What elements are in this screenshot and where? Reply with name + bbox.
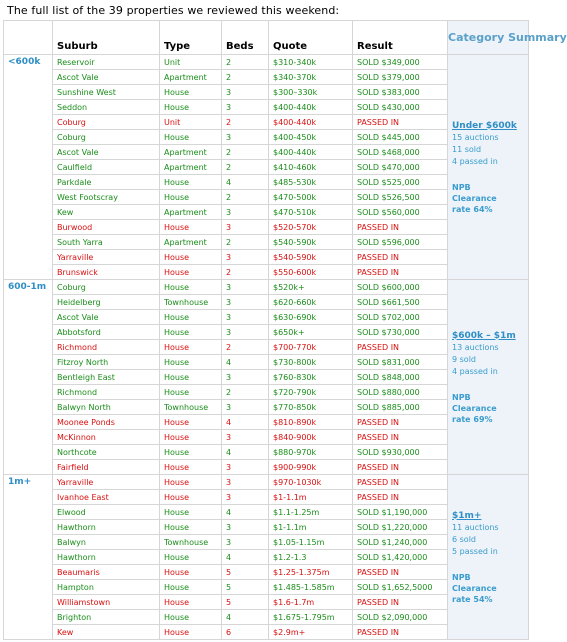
cell-suburb: Kew: [53, 625, 160, 640]
cell-suburb: Northcote: [53, 445, 160, 460]
summary-title-link[interactable]: Under $600k: [452, 120, 517, 131]
cell-quote: $630-690k: [269, 310, 353, 325]
cell-result: SOLD $349,000: [353, 55, 448, 70]
category-summary: [448, 55, 529, 280]
cell-result: SOLD $702,000: [353, 310, 448, 325]
cell-suburb: Yarraville: [53, 250, 160, 265]
cell-quote: $1.485-1.585m: [269, 580, 353, 595]
table-row: [4, 280, 529, 295]
summary-rate: rate 64%: [452, 204, 493, 214]
cell-beds: 3: [222, 535, 269, 550]
cell-result: PASSED IN: [353, 625, 448, 640]
cell-beds: 4: [222, 355, 269, 370]
cell-type: House: [160, 415, 222, 430]
cell-result: SOLD $1,420,000: [353, 550, 448, 565]
cell-type: House: [160, 595, 222, 610]
summary-auctions: 15 auctions: [452, 132, 499, 142]
cell-suburb: Kew: [53, 205, 160, 220]
cell-beds: 2: [222, 385, 269, 400]
cell-result: PASSED IN: [353, 430, 448, 445]
cell-suburb: Hawthorn: [53, 550, 160, 565]
cell-quote: $810-890k: [269, 415, 353, 430]
price-band-label: <600k: [4, 55, 53, 280]
cell-beds: 2: [222, 265, 269, 280]
cell-suburb: Ascot Vale: [53, 310, 160, 325]
cell-result: SOLD $379,000: [353, 70, 448, 85]
cell-result: SOLD $885,000: [353, 400, 448, 415]
cell-quote: $520k+: [269, 280, 353, 295]
cell-quote: $700-770k: [269, 340, 353, 355]
cell-suburb: South Yarra: [53, 235, 160, 250]
cell-beds: 3: [222, 325, 269, 340]
cell-suburb: Williamstown: [53, 595, 160, 610]
cell-quote: $1.05-1.15m: [269, 535, 353, 550]
cell-result: PASSED IN: [353, 340, 448, 355]
cell-quote: $400-440k: [269, 100, 353, 115]
cell-beds: 3: [222, 430, 269, 445]
cell-suburb: Richmond: [53, 385, 160, 400]
cell-beds: 3: [222, 460, 269, 475]
cell-result: SOLD $596,000: [353, 235, 448, 250]
cell-type: House: [160, 565, 222, 580]
column-header-suburb: Suburb: [53, 21, 160, 55]
cell-beds: 2: [222, 160, 269, 175]
cell-result: PASSED IN: [353, 475, 448, 490]
cell-beds: 5: [222, 580, 269, 595]
cell-result: SOLD $470,000: [353, 160, 448, 175]
cell-quote: $1-1.1m: [269, 520, 353, 535]
cell-suburb: Elwood: [53, 505, 160, 520]
cell-suburb: Coburg: [53, 280, 160, 295]
summary-npb: NPB: [452, 392, 471, 402]
summary-spacer: [452, 168, 528, 182]
cell-type: House: [160, 490, 222, 505]
cell-beds: 2: [222, 340, 269, 355]
results-table: [3, 20, 567, 640]
cell-beds: 4: [222, 445, 269, 460]
cell-suburb: Moonee Ponds: [53, 415, 160, 430]
cell-beds: 3: [222, 100, 269, 115]
cell-type: House: [160, 625, 222, 640]
cell-quote: $880-970k: [269, 445, 353, 460]
cell-beds: 5: [222, 595, 269, 610]
cell-beds: 3: [222, 400, 269, 415]
cell-quote: $540-590k: [269, 235, 353, 250]
cell-suburb: Abbotsford: [53, 325, 160, 340]
cell-suburb: Balwyn: [53, 535, 160, 550]
cell-beds: 3: [222, 310, 269, 325]
cell-type: Apartment: [160, 160, 222, 175]
cell-beds: 3: [222, 280, 269, 295]
cell-quote: $650k+: [269, 325, 353, 340]
cell-result: PASSED IN: [353, 250, 448, 265]
cell-type: House: [160, 130, 222, 145]
cell-suburb: Caulfield: [53, 160, 160, 175]
cell-type: House: [160, 340, 222, 355]
cell-result: PASSED IN: [353, 115, 448, 130]
column-header-quote: Quote: [269, 21, 353, 55]
cell-result: PASSED IN: [353, 490, 448, 505]
cell-quote: $470-510k: [269, 205, 353, 220]
cell-suburb: Fairfield: [53, 460, 160, 475]
summary-spacer: [452, 558, 528, 572]
cell-quote: $1.675-1.795m: [269, 610, 353, 625]
cell-result: SOLD $880,000: [353, 385, 448, 400]
cell-quote: $730-800k: [269, 355, 353, 370]
cell-result: SOLD $445,000: [353, 130, 448, 145]
cell-suburb: Seddon: [53, 100, 160, 115]
cell-quote: $300–330k: [269, 85, 353, 100]
cell-beds: 4: [222, 415, 269, 430]
cell-type: House: [160, 85, 222, 100]
column-header-result: Result: [353, 21, 448, 55]
cell-suburb: Parkdale: [53, 175, 160, 190]
cell-beds: 3: [222, 490, 269, 505]
cell-type: Townhouse: [160, 535, 222, 550]
cell-type: House: [160, 445, 222, 460]
cell-beds: 2: [222, 55, 269, 70]
summary-auctions: 13 auctions: [452, 342, 499, 352]
cell-type: House: [160, 355, 222, 370]
cell-suburb: Heidelberg: [53, 295, 160, 310]
cell-type: House: [160, 520, 222, 535]
column-header-type: Type: [160, 21, 222, 55]
cell-type: Apartment: [160, 70, 222, 85]
results-body: [4, 55, 529, 640]
cell-beds: 3: [222, 250, 269, 265]
cell-result: SOLD $730,000: [353, 325, 448, 340]
price-band-label: 600-1m: [4, 280, 53, 475]
cell-beds: 4: [222, 505, 269, 520]
summary-spacer: [452, 378, 528, 392]
cell-result: PASSED IN: [353, 565, 448, 580]
cell-type: Apartment: [160, 205, 222, 220]
cell-suburb: Ascot Vale: [53, 145, 160, 160]
cell-suburb: Brunswick: [53, 265, 160, 280]
cell-quote: $760-830k: [269, 370, 353, 385]
summary-auctions: 11 auctions: [452, 522, 499, 532]
cell-quote: $620-660k: [269, 295, 353, 310]
cell-suburb: Sunshine West: [53, 85, 160, 100]
cell-beds: 2: [222, 115, 269, 130]
cell-quote: $2.9m+: [269, 625, 353, 640]
cell-quote: $520-570k: [269, 220, 353, 235]
cell-suburb: Beaumaris: [53, 565, 160, 580]
cell-beds: 4: [222, 610, 269, 625]
cell-quote: $410-460k: [269, 160, 353, 175]
cell-quote: $310-340k: [269, 55, 353, 70]
cell-type: House: [160, 610, 222, 625]
price-band-label: 1m+: [4, 475, 53, 640]
cell-beds: 2: [222, 190, 269, 205]
cell-suburb: Ascot Vale: [53, 70, 160, 85]
summary-npb: NPB: [452, 572, 471, 582]
cell-type: House: [160, 175, 222, 190]
cell-suburb: Bentleigh East: [53, 370, 160, 385]
cell-quote: $550-600k: [269, 265, 353, 280]
cell-type: Townhouse: [160, 295, 222, 310]
cell-suburb: Coburg: [53, 115, 160, 130]
cell-beds: 2: [222, 70, 269, 85]
cell-quote: $900-990k: [269, 460, 353, 475]
cell-result: SOLD $1,240,000: [353, 535, 448, 550]
cell-type: House: [160, 265, 222, 280]
cell-result: PASSED IN: [353, 265, 448, 280]
cell-quote: $770-850k: [269, 400, 353, 415]
cell-type: Unit: [160, 55, 222, 70]
cell-quote: $400-450k: [269, 130, 353, 145]
category-summary: [448, 280, 529, 475]
cell-beds: 3: [222, 295, 269, 310]
summary-rate: rate 69%: [452, 414, 493, 424]
cell-beds: 3: [222, 370, 269, 385]
cell-suburb: West Footscray: [53, 190, 160, 205]
cell-beds: 4: [222, 175, 269, 190]
summary-sold: 9 sold: [452, 354, 476, 364]
cell-quote: $1-1.1m: [269, 490, 353, 505]
cell-type: House: [160, 550, 222, 565]
cell-type: Unit: [160, 115, 222, 130]
cell-suburb: Brighton: [53, 610, 160, 625]
cell-result: SOLD $600,000: [353, 280, 448, 295]
cell-result: SOLD $430,000: [353, 100, 448, 115]
cell-quote: $970-1030k: [269, 475, 353, 490]
cell-beds: 3: [222, 205, 269, 220]
cell-suburb: Yarraville: [53, 475, 160, 490]
summary-passed: 4 passed in: [452, 366, 498, 376]
summary-sold: 11 sold: [452, 144, 482, 154]
cell-suburb: McKinnon: [53, 430, 160, 445]
cell-suburb: Richmond: [53, 340, 160, 355]
cell-result: PASSED IN: [353, 220, 448, 235]
cell-quote: $400-440k: [269, 115, 353, 130]
cell-result: SOLD $525,000: [353, 175, 448, 190]
cell-result: PASSED IN: [353, 595, 448, 610]
cell-type: Apartment: [160, 145, 222, 160]
cell-result: SOLD $468,000: [353, 145, 448, 160]
cell-result: SOLD $930,000: [353, 445, 448, 460]
cell-type: Townhouse: [160, 400, 222, 415]
cell-quote: $485-530k: [269, 175, 353, 190]
cell-result: PASSED IN: [353, 460, 448, 475]
summary-npb: NPB: [452, 182, 471, 192]
cell-result: SOLD $1,190,000: [353, 505, 448, 520]
page-heading: The full list of the 39 properties we reviewed this weekend:: [7, 4, 340, 17]
cell-result: SOLD $1,652,5000: [353, 580, 448, 595]
cell-type: House: [160, 325, 222, 340]
cell-result: SOLD $383,000: [353, 85, 448, 100]
cell-quote: $840-900k: [269, 430, 353, 445]
cell-result: SOLD $2,090,000: [353, 610, 448, 625]
cell-quote: $720-790k: [269, 385, 353, 400]
cell-beds: 3: [222, 130, 269, 145]
cell-type: House: [160, 250, 222, 265]
column-header-beds: Beds: [222, 21, 269, 55]
cell-type: House: [160, 505, 222, 520]
cell-type: House: [160, 460, 222, 475]
cell-suburb: Fitzroy North: [53, 355, 160, 370]
cell-type: House: [160, 385, 222, 400]
cell-quote: $1.25-1.375m: [269, 565, 353, 580]
cell-type: House: [160, 475, 222, 490]
cell-suburb: Burwood: [53, 220, 160, 235]
table-row: [4, 475, 529, 490]
cell-suburb: Hawthorn: [53, 520, 160, 535]
summary-clearance: Clearance: [452, 403, 497, 413]
cell-beds: 2: [222, 235, 269, 250]
summary-passed: 5 passed in: [452, 546, 498, 556]
cell-suburb: Balwyn North: [53, 400, 160, 415]
cell-quote: $1.6-1.7m: [269, 595, 353, 610]
summary-passed: 4 passed in: [452, 156, 498, 166]
cell-quote: $1.2-1.3: [269, 550, 353, 565]
cell-quote: $340-370k: [269, 70, 353, 85]
cell-type: House: [160, 580, 222, 595]
cell-result: SOLD $560,000: [353, 205, 448, 220]
cell-result: SOLD $661,500: [353, 295, 448, 310]
cell-result: SOLD $1,220,000: [353, 520, 448, 535]
summary-clearance: Clearance: [452, 583, 497, 593]
cell-quote: $540-590k: [269, 250, 353, 265]
cell-type: House: [160, 280, 222, 295]
band-header: [4, 21, 53, 55]
cell-beds: 3: [222, 475, 269, 490]
summary-title-link[interactable]: $600k – $1m: [452, 330, 516, 341]
cell-beds: 6: [222, 625, 269, 640]
cell-type: House: [160, 100, 222, 115]
summary-sold: 6 sold: [452, 534, 476, 544]
table-row: [4, 55, 529, 70]
cell-beds: 3: [222, 85, 269, 100]
cell-suburb: Hampton: [53, 580, 160, 595]
cell-suburb: Coburg: [53, 130, 160, 145]
cell-type: House: [160, 310, 222, 325]
cell-beds: 3: [222, 520, 269, 535]
cell-result: SOLD $526,500: [353, 190, 448, 205]
cell-result: SOLD $848,000: [353, 370, 448, 385]
column-header-category-summary: Category Summary: [448, 21, 529, 55]
cell-result: PASSED IN: [353, 415, 448, 430]
cell-suburb: Ivanhoe East: [53, 490, 160, 505]
cell-beds: 5: [222, 565, 269, 580]
cell-quote: $400-440k: [269, 145, 353, 160]
cell-beds: 2: [222, 145, 269, 160]
cell-beds: 3: [222, 220, 269, 235]
cell-result: SOLD $831,000: [353, 355, 448, 370]
cell-type: House: [160, 430, 222, 445]
summary-rate: rate 54%: [452, 594, 493, 604]
cell-beds: 4: [222, 550, 269, 565]
cell-quote: $1.1-1.25m: [269, 505, 353, 520]
header-row: [4, 21, 529, 55]
cell-type: House: [160, 220, 222, 235]
summary-clearance: Clearance: [452, 193, 497, 203]
category-summary: [448, 475, 529, 640]
cell-type: Apartment: [160, 235, 222, 250]
cell-type: House: [160, 190, 222, 205]
cell-suburb: Reservoir: [53, 55, 160, 70]
cell-quote: $470-500k: [269, 190, 353, 205]
cell-type: House: [160, 370, 222, 385]
summary-title-link[interactable]: $1m+: [452, 510, 482, 521]
